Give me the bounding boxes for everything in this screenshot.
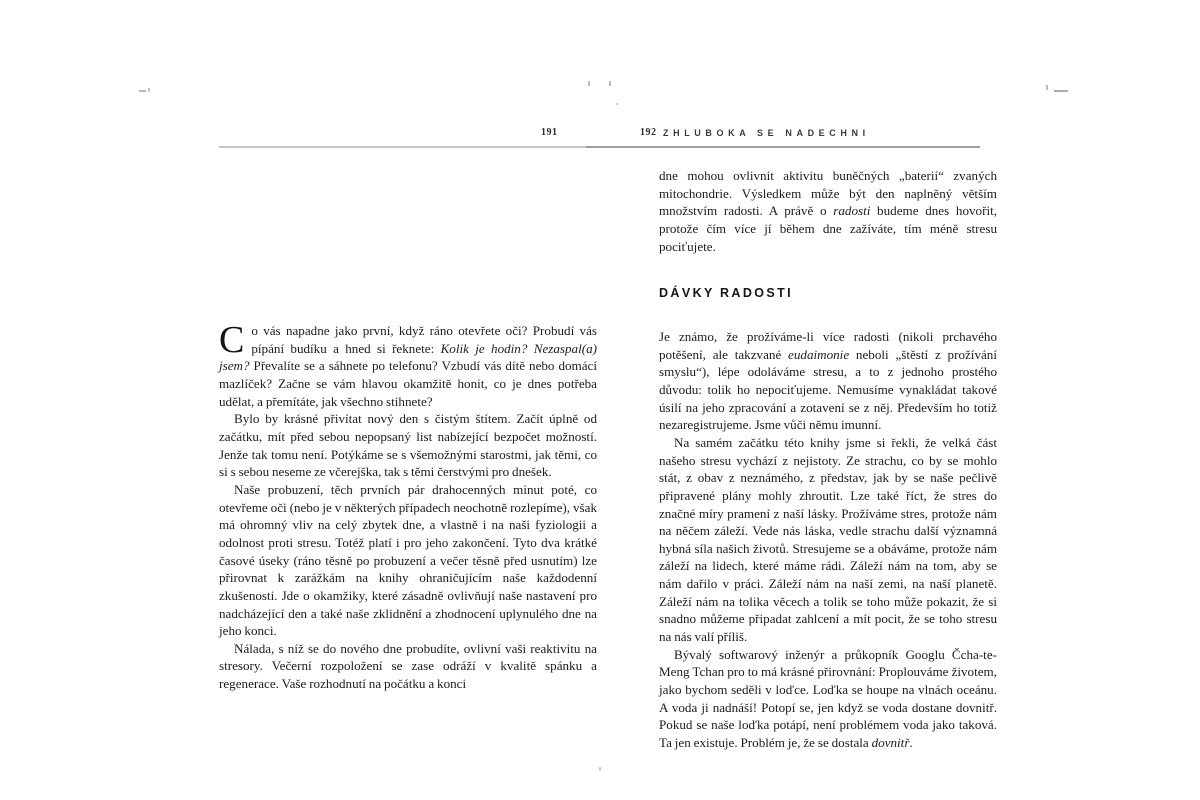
- header-rule-right-page: [586, 146, 980, 148]
- scan-artifact: [139, 90, 146, 92]
- left-page-text-column: [219, 319, 597, 693]
- scan-artifact: [1054, 90, 1068, 92]
- paragraph: Na samém začátku této knihy jsme si řekli, že velká část našeho stresu vychází z nejistoty. Ze strachu, co by se mohlo stát, z obav z neznámého, z představ, jak by se naše pečlivě připravené plány mohly zhroutit. Lze také říct, že stres do značné míry pramení z naší lásky. Prožíváme stres, protože nám na něčem záleží. Vede nás láska, vedle strachu další významná hybná síla našich životů. Stresujeme se a obáváme, protože nám záleží na lidech, které máme rádi. Záleží nám na tom, aby se nám dařilo v práci. Záleží nám na naší zemi, na naší planetě. Záleží nám na tolika věcech a tolik se toho může pokazit, že si snadno můžeme připadat zahlcení a mít pocit, že se toho stresu na nás valí příliš.: [659, 434, 997, 645]
- scan-artifact: [588, 81, 590, 86]
- left-page-number: 191: [541, 127, 558, 138]
- section-heading: DÁVKY RADOSTI: [659, 286, 794, 301]
- scan-artifact: [599, 767, 601, 771]
- scan-artifact: [616, 103, 618, 105]
- paragraph: Naše probuzení, těch prvních pár drahocenných minut poté, co otevřeme oči (nebo je v některých případech neochotně rozlepíme), však má ohromný vliv na celý zbytek dne, a vlastně i na naši fyziologii a odolnost proti stresu. Totéž platí i pro jeho zakončení. Tyto dva krátké časové úseky (ráno těsně po probuzení a večer těsně před usnutím) lze přirovnat k zarážkám na knihy ohraničujícím naše každodenní zkušenosti. Jde o okamžiky, které zásadně ovlivňují naše nastavení pro nadcházející den a také naše zklidnění a zhodnocení uplynulého dne na jeho konci.: [219, 481, 597, 639]
- header-rule-left-page: [219, 146, 586, 148]
- paragraph-opening: [219, 319, 597, 410]
- right-page-text-column: [659, 167, 997, 752]
- paragraph: Nálada, s níž se do nového dne probudíte, ovlivní vaši reaktivitu na stresory. Večerní rozpoložení se zase odráží v kvalitě spánku a regenerace. Vaše rozhodnutí na počátku a konci: [219, 640, 597, 692]
- paragraph: Je známo, že prožíváme-li více radosti (nikoli prchavého potěšení, ale takzvané eudaimonie neboli „štěstí z prožívání smyslu“), lépe odoláváme stresu, a to z jednoho prostého důvodu: tolik ho nepociťujeme. Nemusíme vynakládat takové úsilí na jeho zpracování a zotavení se z něj. Především ho totiž nezaregistrujeme. Jsme vůči němu imunní.: [659, 328, 997, 433]
- scan-artifact: [609, 81, 611, 86]
- paragraph-text: o vás napadne jako první, když ráno otevřete oči? Probudí vás pípání budíku a hned si řeknete: Kolik je hodin? Nezaspal(a) jsem? Převalíte se a sáhnete po telefonu? Vzbudí vás dítě nebo domácí mazlíček? Začne se vám hlavou okamžitě honit, co je dnes potřeba udělat, a přemítáte, jak všechno stihnete?: [219, 323, 597, 409]
- right-page-number: 192: [640, 127, 657, 138]
- paragraph-continuation: dne mohou ovlivnit aktivitu buněčných „baterií“ zvaných mitochondrie. Výsledkem může být den naplněný větším množstvím radosti. A právě o radosti budeme dnes hovořit, protože čím více jí během dne zažíváte, tím méně stresu pociťujete.: [659, 168, 998, 254]
- drop-cap: C: [219, 319, 245, 361]
- scan-artifact: [148, 88, 150, 92]
- scan-artifact: [1046, 85, 1048, 90]
- running-title: ZHLUBOKA SE NADECHNI: [663, 128, 870, 138]
- paragraph: Bylo by krásné přivítat nový den s čistým štítem. Začít úplně od začátku, mít před sebou nepopsaný list nabízející bezpočet možností. Jenže tak tomu není. Potýkáme se s všemožnými starostmi, jak těmi, co si s sebou neseme ze včerejška, tak s těmi čerstvými pro dnešek.: [219, 411, 597, 480]
- paragraph: Bývalý softwarový inženýr a průkopník Googlu Čcha-te-Meng Tchan pro to má krásné přirovnání: Proplouváme životem, jako bychom seděli v loďce. Loďka se houpe na vlnách oceánu. A voda ji nadnáší! Potopí se, jen když se voda dostane dovnitř. Pokud se naše loďka potápí, není problémem voda jako taková. Ta jen existuje. Problém je, že se dostala dovnitř.: [659, 646, 997, 751]
